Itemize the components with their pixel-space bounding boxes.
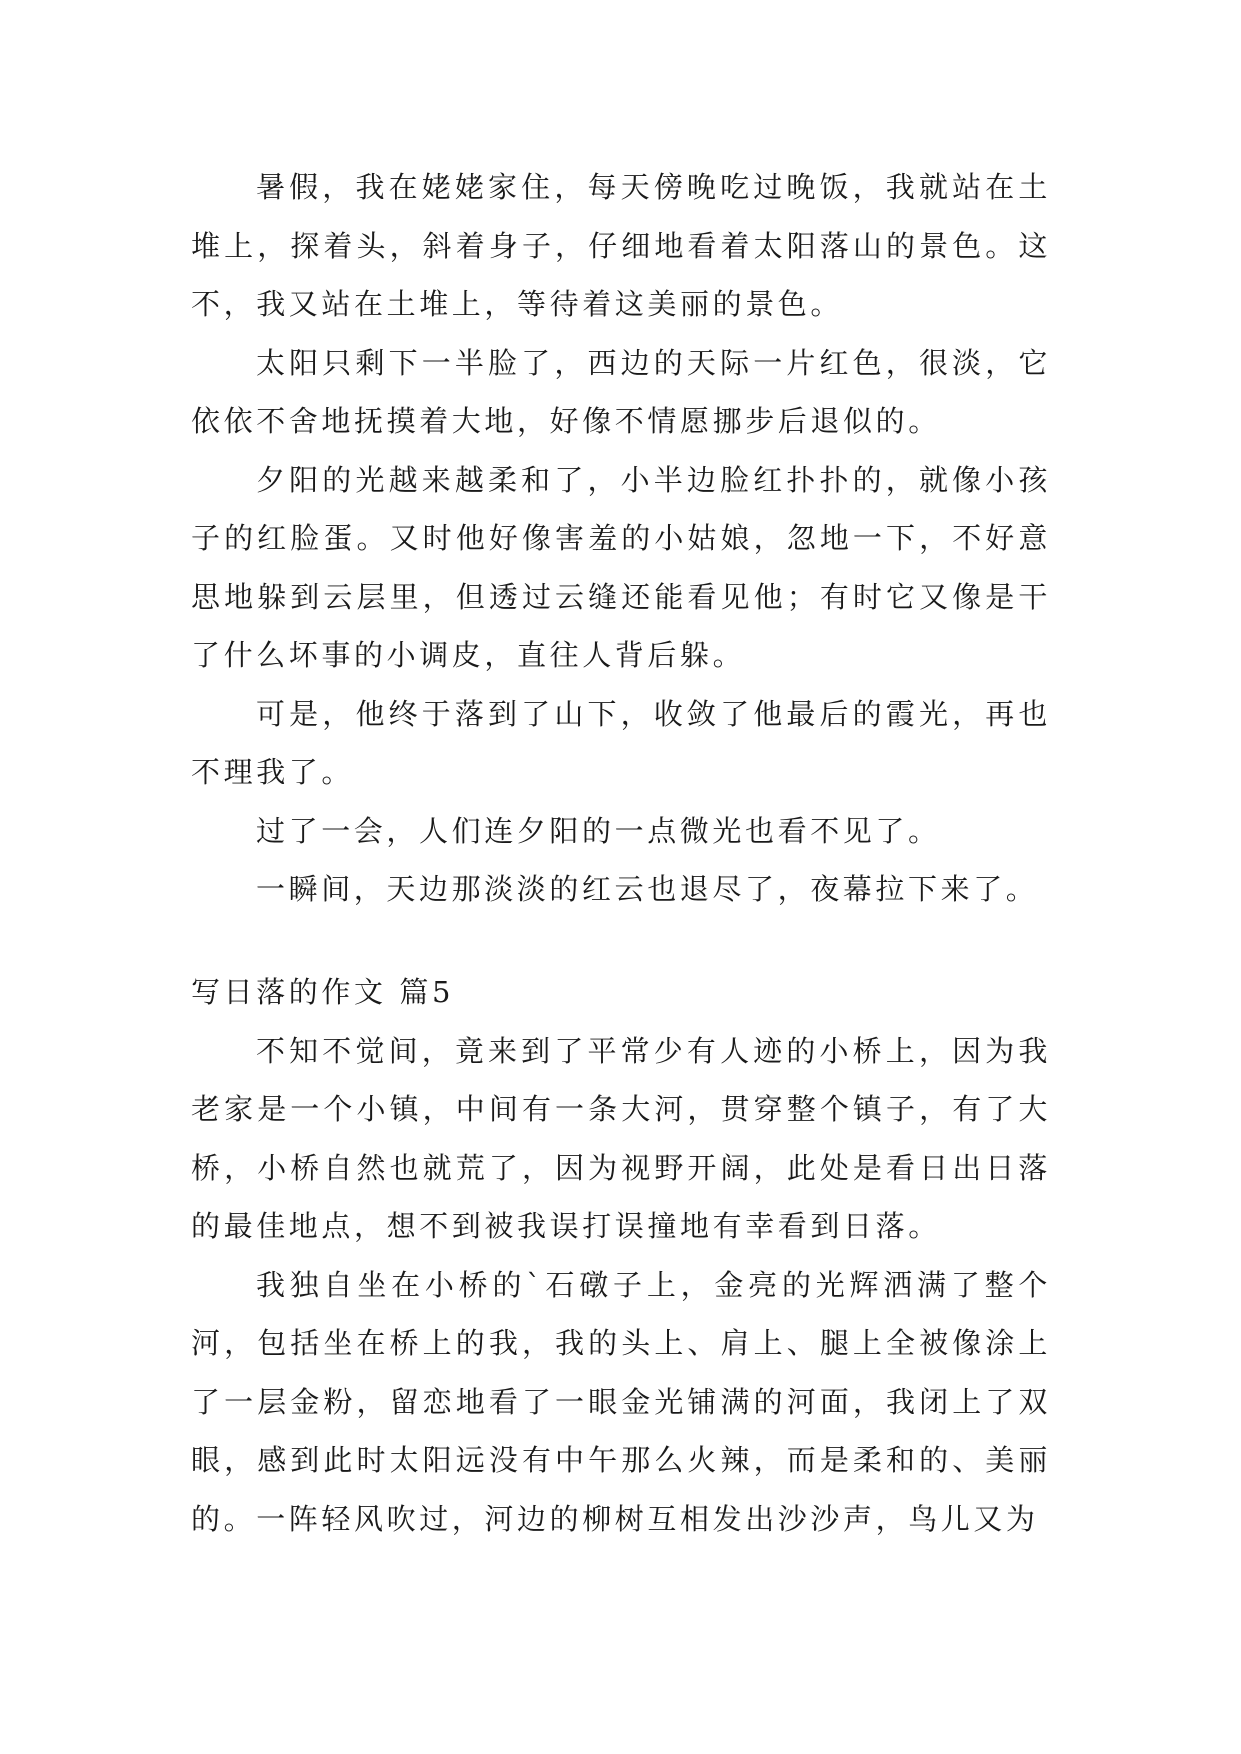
essay-section-5 (191, 963, 1051, 1548)
paragraph: 暑假，我在姥姥家住，每天傍晚吃过晚饭，我就站在土堆上，探着头，斜着身子，仔细地看着太阳落山的景色。这不，我又站在土堆上，等待着这美丽的景色。 (191, 170, 1051, 321)
paragraph: 夕阳的光越来越柔和了，小半边脸红扑扑的，就像小孩子的红脸蛋。又时他好像害羞的小姑娘，忽地一下，不好意思地躲到云层里，但透过云缝还能看见他；有时它又像是干了什么坏事的小调皮，直往人背后躲。 (191, 462, 1051, 672)
paragraph: 不知不觉间，竟来到了平常少有人迹的小桥上，因为我老家是一个小镇，中间有一条大河，贯穿整个镇子，有了大桥，小桥自然也就荒了，因为视野开阔，此处是看日出日落的最佳地点，想不到被我误打误撞地有幸看到日落。 (191, 1033, 1051, 1243)
essay-section-previous (191, 158, 1051, 919)
section-heading: 写日落的作文 篇5 (191, 975, 455, 1009)
paragraph: 可是，他终于落到了山下，收敛了他最后的霞光，再也不理我了。 (191, 696, 1051, 789)
paragraph: 一瞬间，天边那淡淡的红云也退尽了，夜幕拉下来了。 (256, 872, 1039, 906)
paragraph: 我独自坐在小桥的`石礅子上，金亮的光辉洒满了整个河，包括坐在桥上的我，我的头上、肩上、腿上全被像涂上了一层金粉，留恋地看了一眼金光铺满的河面，我闭上了双眼，感到此时太阳远没有中午那么火辣，而是柔和的、美丽的。一阵轻风吹过，河边的柳树互相发出沙沙声，鸟儿又为 (191, 1267, 1051, 1536)
paragraph: 太阳只剩下一半脸了，西边的天际一片红色，很淡，它依依不舍地抚摸着大地，好像不情愿挪步后退似的。 (191, 345, 1051, 438)
paragraph: 过了一会，人们连夕阳的一点微光也看不见了。 (256, 813, 941, 848)
